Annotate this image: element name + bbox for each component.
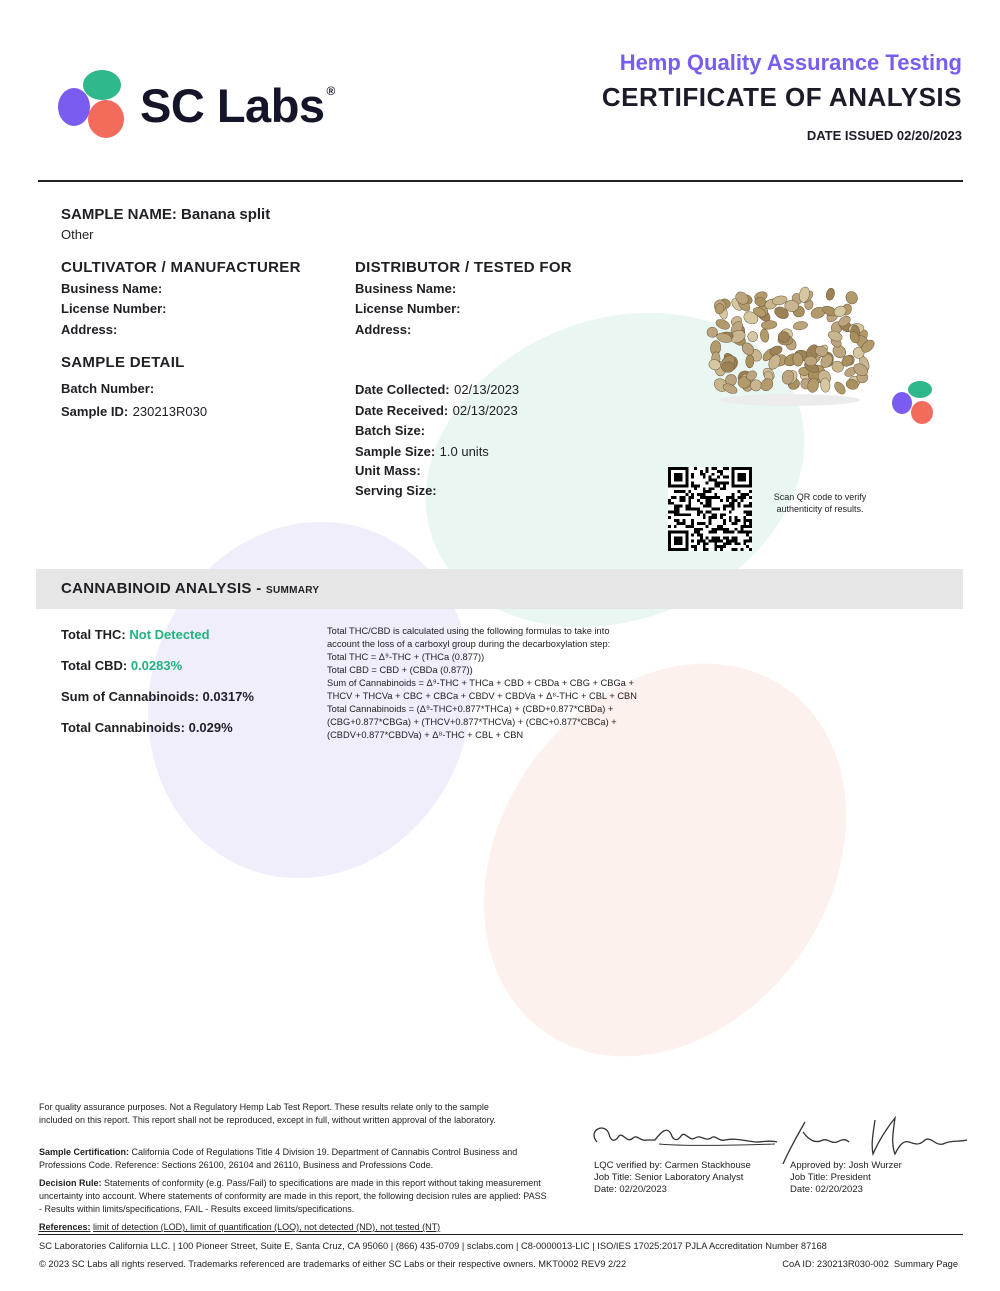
sample-certification: Sample Certification: California Code of Regulations Title 4 Division 19. Department of Cannabis Control Business and Professions Code. Reference: Sections 26100, 26104 and 26110, Business and Professions Code. — [39, 1147, 518, 1170]
report-subtitle: Hemp Quality Assurance Testing — [619, 50, 962, 75]
unit-mass: Unit Mass: — [355, 463, 421, 478]
sc-labs-logo — [58, 70, 128, 140]
small-logo-icon — [892, 381, 936, 425]
references: References: limit of detection (LOD), limit of quantification (LOQ), not detected (ND), not tested (NT) — [39, 1222, 441, 1232]
batch-size: Batch Size: — [355, 423, 426, 438]
sample-type: Other — [61, 227, 94, 242]
approved-by-block: Approved by: Josh Wurzer Job Title: President Date: 02/20/2023 — [790, 1160, 902, 1195]
copyright-line: © 2023 SC Labs all rights reserved. Trademarks referenced are trademarks of either SC Labs or their respective owners. MKT0002 REV9 2/22 — [39, 1259, 627, 1269]
cultivator-heading: CULTIVATOR / MANUFACTURER — [61, 259, 301, 276]
report-title: CERTIFICATE OF ANALYSIS — [601, 82, 962, 112]
sample-id: Sample ID: 230213R030 — [61, 404, 208, 419]
lab-address-line: SC Laboratories California LLC. | 100 Pioneer Street, Suite E, Santa Cruz, CA 95060 | (866) 435-0709 | sclabs.com | C8-0000013-LIC | ISO/IES 17025:2017 PJLA Accreditation Number 87168 — [39, 1241, 827, 1251]
brand-name: SC Labs ® — [140, 79, 335, 132]
sample-size: Sample Size: 1.0 units — [355, 444, 489, 459]
signature-carmen-stackhouse — [585, 1112, 785, 1160]
date-issued: DATE ISSUED 02/20/2023 — [806, 128, 962, 143]
date-received: Date Received: 02/13/2023 — [355, 403, 518, 418]
footer-divider — [38, 1234, 963, 1235]
cultivator-address: Address: — [61, 322, 118, 337]
decision-rule: Decision Rule: Statements of conformity (e.g. Pass/Fail) to specifications are made in this report without taking measurement uncertainty into account. Where statements of conformity are made in this report, the following decision rules are applied: PASS - Results within limits/specifications, FAIL - Results exceed limits/specifications. — [39, 1178, 547, 1214]
distributor-heading: DISTRIBUTOR / TESTED FOR — [355, 259, 572, 276]
distributor-address: Address: — [355, 322, 412, 337]
sample-photo — [700, 280, 880, 410]
total-cbd: Total CBD: 0.0283% — [61, 658, 183, 673]
distributor-license-number: License Number: — [355, 301, 461, 316]
cultivator-business-name: Business Name: — [61, 281, 163, 296]
header-divider — [38, 180, 963, 182]
total-thc: Total THC: Not Detected — [61, 627, 210, 642]
date-collected: Date Collected: 02/13/2023 — [355, 382, 520, 397]
qr-note: Scan QR code to verify authenticity of results. — [773, 492, 867, 514]
coa-id-line: CoA ID: 230213R030-002 Summary Page — [782, 1259, 958, 1269]
batch-number: Batch Number: — [61, 381, 155, 396]
sample-name: SAMPLE NAME: Banana split — [61, 206, 271, 223]
formula-notes: Total THC/CBD is calculated using the following formulas to take into account the loss of a carboxyl group during the decarboxylation step: Total THC = Δ⁹-THC + (THCa (0.877)) Total CBD = CBD + (CBDa (0.877)) Sum of Cannabinoids = Δ⁹-THC + THCa + CBD + CBDa + CBG + CBGa + THCV + THCVa + CBC + CBCa + CBDV + CBDVa + Δ⁸-THC + CBL + CBN Total Cannabinoids = (Δ⁹-THC+0.877*THCa) + (CBD+0.877*CBDa) + (CBG+0.877*CBGa) + (THCV+0.877*THCVa) + (CBC+0.877*CBCa) + (CBDV+0.877*CBDVa) + Δ⁸-THC + CBL + CBN — [327, 626, 637, 740]
sample-detail-heading: SAMPLE DETAIL — [61, 354, 185, 371]
qa-note: For quality assurance purposes. Not a Regulatory Hemp Lab Test Report. These results relate only to the sample included on this report. This report shall not be reproduced, except in full, without written approval of the laboratory. — [39, 1102, 496, 1125]
total-cannabinoids: Total Cannabinoids: 0.029% — [61, 720, 233, 735]
cultivator-license-number: License Number: — [61, 301, 167, 316]
distributor-business-name: Business Name: — [355, 281, 457, 296]
sum-of-cannabinoids: Sum of Cannabinoids: 0.0317% — [61, 689, 254, 704]
serving-size: Serving Size: — [355, 483, 437, 498]
summary-title: CANNABINOID ANALYSIS - SUMMARY — [61, 580, 320, 597]
qr-code-icon[interactable] — [668, 467, 752, 551]
lqc-verified-block: LQC verified by: Carmen Stackhouse Job Title: Senior Laboratory Analyst Date: 02/20/2023 — [594, 1160, 751, 1195]
